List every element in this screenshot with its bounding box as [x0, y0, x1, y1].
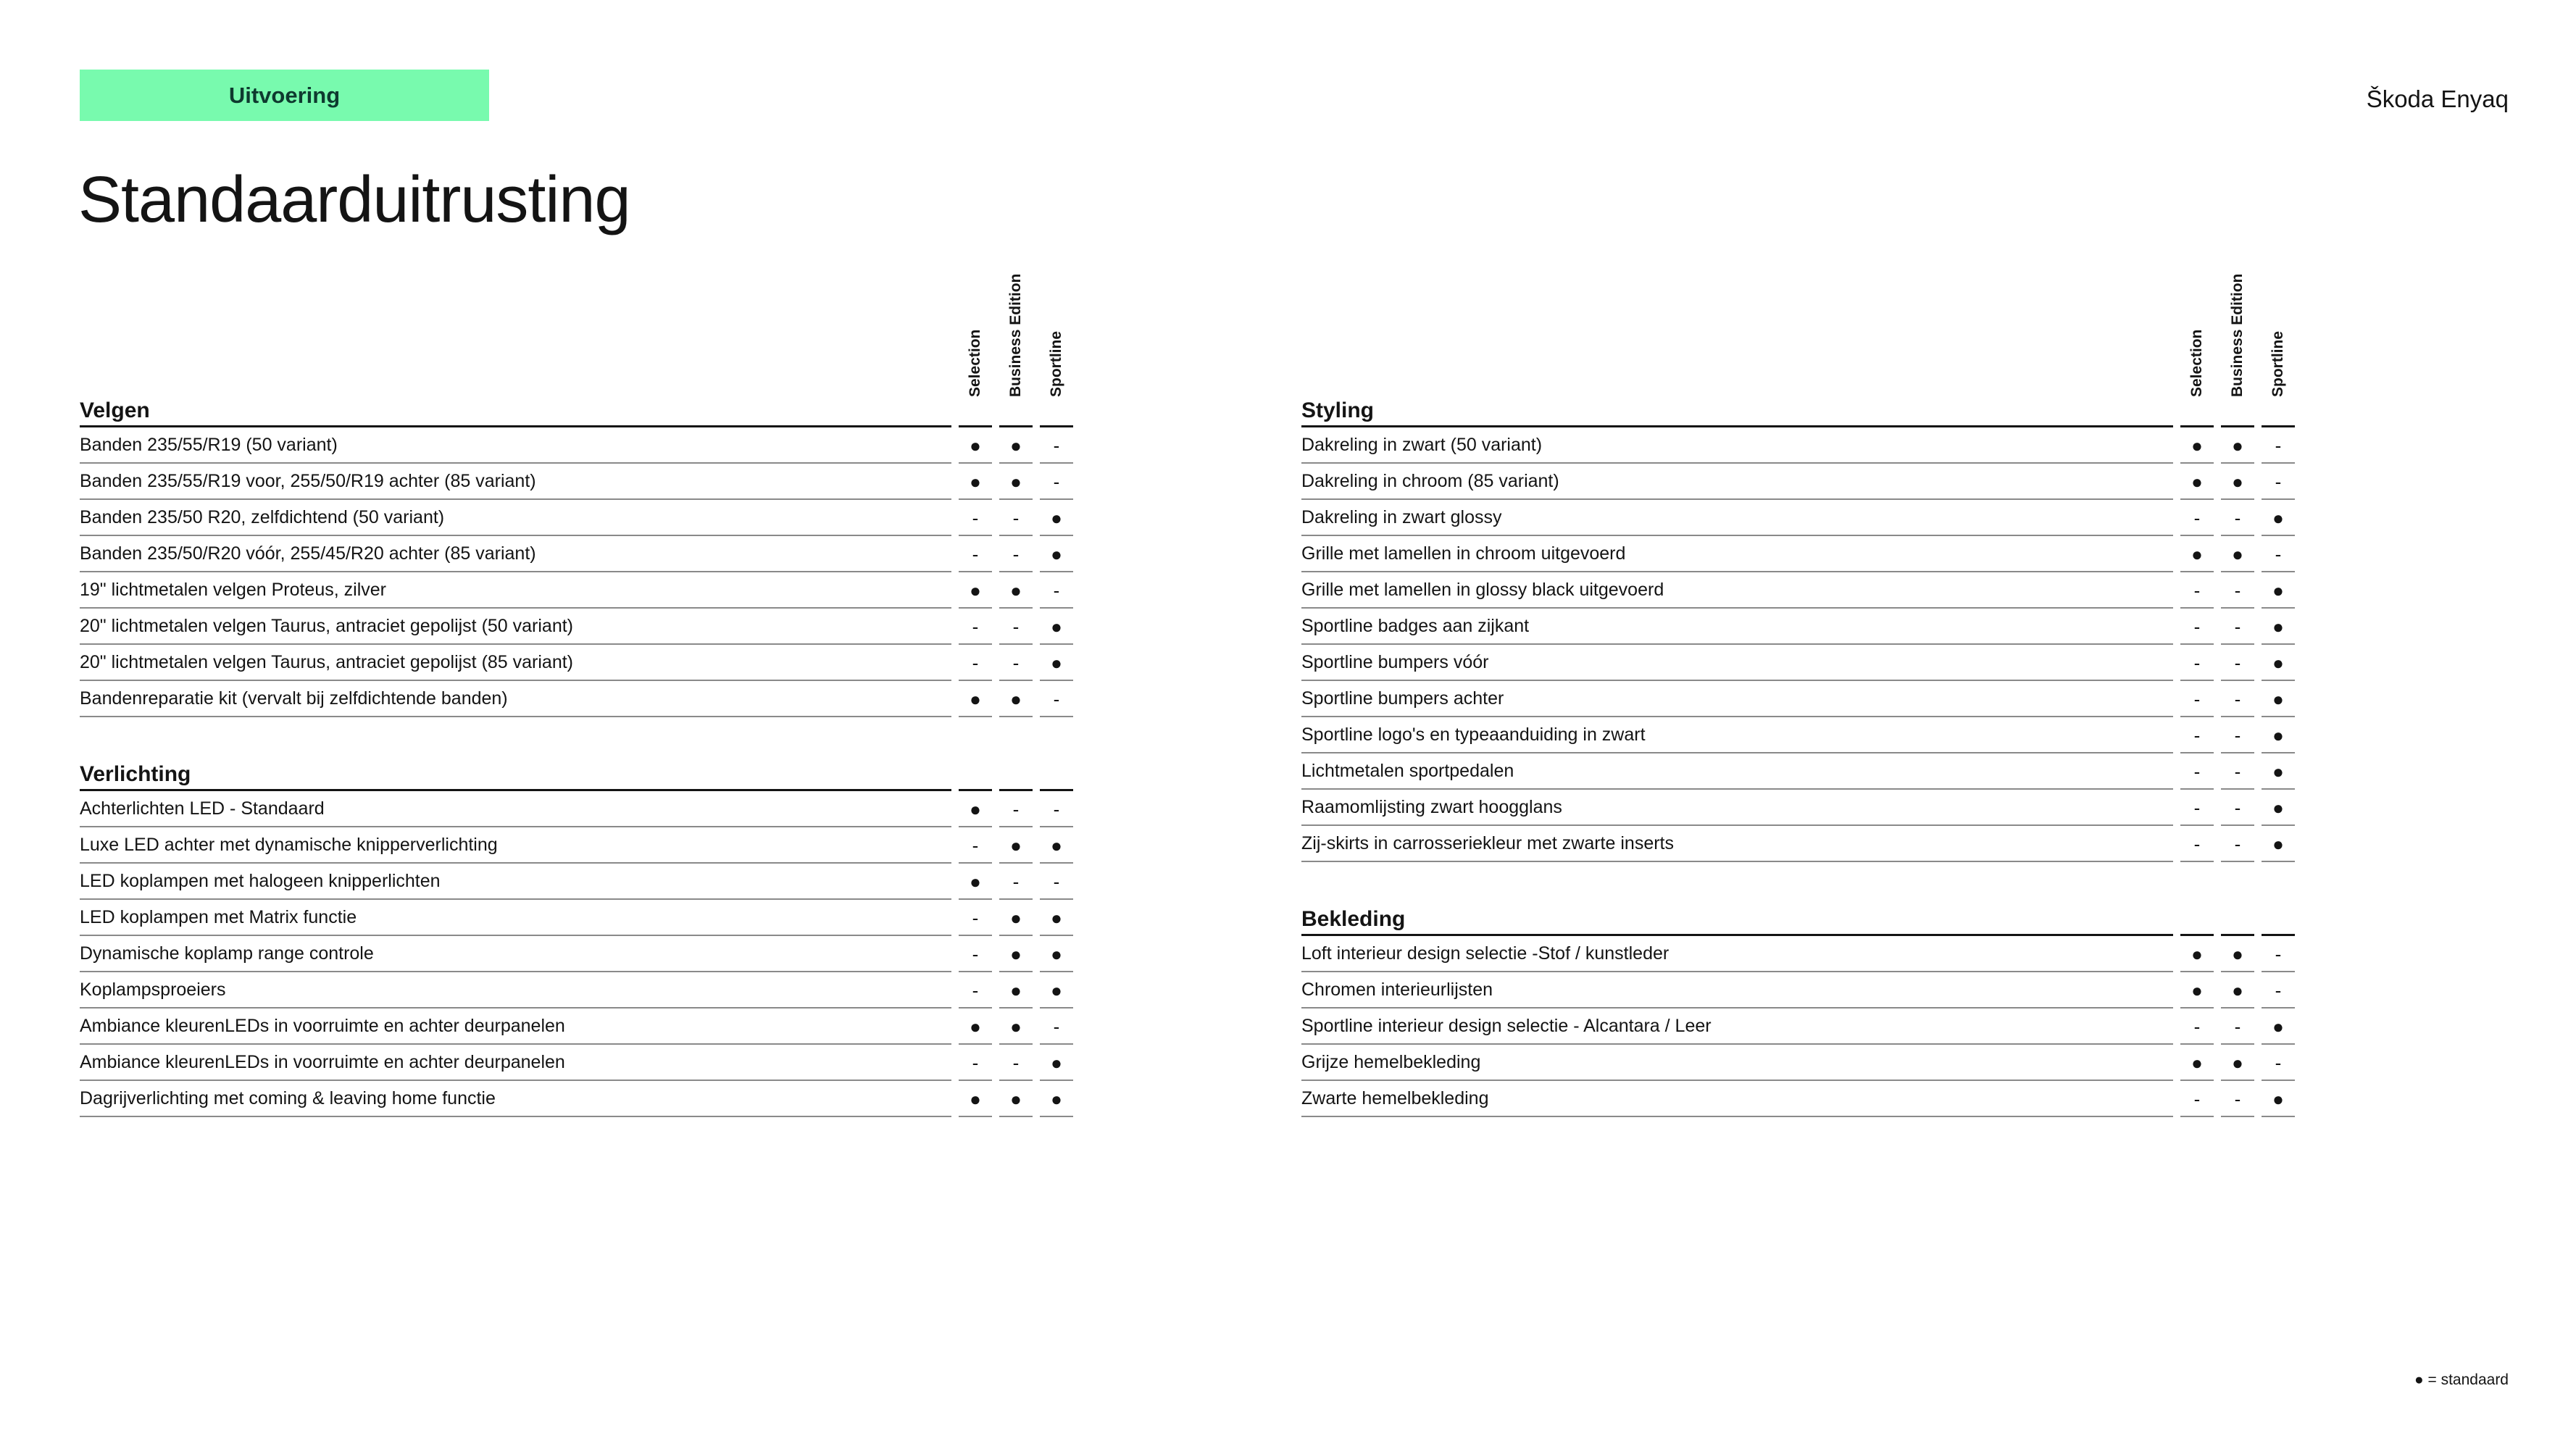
row-divider — [999, 1116, 1033, 1117]
section-divider — [1301, 425, 2173, 427]
standard-dot-icon: ● — [970, 434, 981, 456]
standard-dot-icon: ● — [970, 798, 981, 820]
row-divider — [80, 462, 951, 464]
row-divider — [80, 1043, 951, 1045]
standard-dot-icon: ● — [1010, 1087, 1022, 1110]
column-header — [2180, 268, 2214, 397]
not-available-dash: - — [1053, 688, 1060, 710]
row-divider — [80, 535, 951, 536]
row-divider — [80, 716, 951, 717]
not-available-dash: - — [1053, 579, 1060, 601]
standard-dot-icon: ● — [2232, 979, 2243, 1001]
standard-dot-icon: ● — [2232, 470, 2243, 493]
row-label: Raamomlijsting zwart hoogglans — [1301, 797, 1562, 817]
standard-dot-icon: ● — [1051, 543, 1062, 565]
standard-dot-icon: ● — [1051, 1051, 1062, 1074]
not-available-dash: - — [1053, 870, 1060, 893]
column-header-label: Business Edition — [1007, 273, 1024, 397]
standard-dot-icon: ● — [970, 688, 981, 710]
standard-dot-icon: ● — [2232, 943, 2243, 965]
row-divider — [1301, 971, 2173, 972]
row-label: Dakreling in chroom (85 variant) — [1301, 471, 1559, 491]
column-header-label: Sportline — [1048, 330, 1064, 397]
legend-footnote: ● = standaard — [2414, 1371, 2509, 1388]
not-available-dash: - — [2193, 760, 2201, 782]
standard-dot-icon: ● — [2272, 760, 2284, 782]
section-title: Styling — [1301, 398, 1375, 422]
row-divider — [80, 971, 951, 972]
section-divider — [80, 789, 951, 791]
standard-dot-icon: ● — [2272, 615, 2284, 638]
section-title: Bekleding — [1301, 907, 1406, 931]
not-available-dash: - — [2234, 796, 2241, 819]
standard-dot-icon: ● — [2272, 832, 2284, 855]
not-available-dash: - — [1012, 543, 1020, 565]
row-label: Sportline logo's en typeaanduiding in zwart — [1301, 724, 1646, 745]
row-label: LED koplampen met Matrix functie — [80, 907, 357, 927]
standard-dot-icon: ● — [1051, 906, 1062, 929]
standard-dot-icon: ● — [1051, 506, 1062, 529]
not-available-dash: - — [972, 651, 979, 674]
row-label: Banden 235/55/R19 (50 variant) — [80, 435, 338, 455]
standard-dot-icon: ● — [2191, 434, 2203, 456]
row-label: Dagrijverlichting met coming & leaving home functie — [80, 1088, 496, 1108]
row-label: Dakreling in zwart (50 variant) — [1301, 435, 1543, 455]
standard-dot-icon: ● — [1051, 943, 1062, 965]
section-badge-label: Uitvoering — [228, 82, 341, 108]
not-available-dash: - — [1012, 651, 1020, 674]
row-label: 20" lichtmetalen velgen Taurus, antraciet gepolijst (85 variant) — [80, 652, 574, 672]
standard-dot-icon: ● — [1010, 943, 1022, 965]
standard-dot-icon: ● — [1051, 615, 1062, 638]
row-label: Banden 235/55/R19 voor, 255/50/R19 achter (85 variant) — [80, 471, 536, 491]
row-divider — [1301, 643, 2173, 645]
row-label: Sportline interieur design selectie - Alcantara / Leer — [1301, 1016, 1712, 1036]
not-available-dash: - — [2193, 1015, 2201, 1037]
standard-dot-icon: ● — [1010, 688, 1022, 710]
standard-dot-icon: ● — [970, 579, 981, 601]
not-available-dash: - — [2275, 943, 2282, 965]
not-available-dash: - — [1012, 1051, 1020, 1074]
column-header-label: Selection — [2188, 329, 2205, 397]
not-available-dash: - — [2193, 688, 2201, 710]
row-label: Ambiance kleurenLEDs in voorruimte en achter deurpanelen — [80, 1016, 565, 1036]
row-label: Sportline badges aan zijkant — [1301, 616, 1530, 636]
row-divider — [80, 1007, 951, 1009]
row-label: Dakreling in zwart glossy — [1301, 507, 1502, 527]
not-available-dash: - — [1053, 434, 1060, 456]
not-available-dash: - — [1012, 798, 1020, 820]
standard-dot-icon: ● — [1010, 979, 1022, 1001]
not-available-dash: - — [2234, 506, 2241, 529]
row-divider — [1301, 535, 2173, 536]
row-divider — [1040, 1116, 1073, 1117]
not-available-dash: - — [1053, 1015, 1060, 1037]
standard-dot-icon: ● — [1010, 470, 1022, 493]
not-available-dash: - — [2234, 724, 2241, 746]
row-label: Loft interieur design selectie -Stof / kunstleder — [1301, 943, 1670, 964]
row-divider — [1301, 498, 2173, 500]
row-label: Banden 235/50 R20, zelfdichtend (50 variant) — [80, 507, 445, 527]
row-divider — [80, 1116, 951, 1117]
column-header-label: Selection — [967, 329, 983, 397]
standard-dot-icon: ● — [1051, 834, 1062, 856]
row-divider — [2221, 1116, 2254, 1117]
not-available-dash: - — [2234, 615, 2241, 638]
row-label: Zij-skirts in carrosseriekleur met zwarte inserts — [1301, 833, 1674, 853]
standard-dot-icon: ● — [2272, 724, 2284, 746]
page-title: Standaarduitrusting — [78, 164, 630, 236]
section-title: Verlichting — [80, 762, 191, 786]
row-label: Zwarte hemelbekleding — [1301, 1088, 1489, 1108]
standard-dot-icon: ● — [970, 870, 981, 893]
row-label: 19" lichtmetalen velgen Proteus, zilver — [80, 580, 386, 600]
row-divider — [80, 680, 951, 681]
not-available-dash: - — [2234, 688, 2241, 710]
standard-dot-icon: ● — [1010, 579, 1022, 601]
column-header — [1040, 268, 1073, 397]
not-available-dash: - — [2234, 1015, 2241, 1037]
standard-dot-icon: ● — [1010, 834, 1022, 856]
not-available-dash: - — [1053, 470, 1060, 493]
section-divider — [80, 425, 951, 427]
standard-dot-icon: ● — [1051, 651, 1062, 674]
row-divider — [1301, 462, 2173, 464]
column-header — [959, 268, 992, 397]
section-divider — [1301, 934, 2173, 936]
row-divider — [1301, 824, 2173, 826]
row-divider — [1301, 607, 2173, 609]
not-available-dash: - — [2234, 1087, 2241, 1110]
row-divider — [80, 898, 951, 900]
row-divider — [959, 1116, 992, 1117]
standard-dot-icon: ● — [1010, 434, 1022, 456]
row-divider — [999, 716, 1033, 717]
row-divider — [1040, 716, 1073, 717]
standard-dot-icon: ● — [2191, 470, 2203, 493]
not-available-dash: - — [972, 943, 979, 965]
not-available-dash: - — [972, 615, 979, 638]
row-divider — [1301, 1116, 2173, 1117]
standard-dot-icon: ● — [2191, 543, 2203, 565]
standard-dot-icon: ● — [970, 1087, 981, 1110]
not-available-dash: - — [2275, 470, 2282, 493]
not-available-dash: - — [2193, 615, 2201, 638]
column-header — [2262, 268, 2295, 397]
standard-dot-icon: ● — [2272, 796, 2284, 819]
section-title: Velgen — [80, 398, 150, 422]
standard-dot-icon: ● — [2232, 543, 2243, 565]
row-divider — [1301, 752, 2173, 753]
standard-dot-icon: ● — [1051, 1087, 1062, 1110]
column-header-label: Sportline — [2269, 330, 2286, 397]
row-divider — [80, 643, 951, 645]
row-divider — [2221, 861, 2254, 862]
brand-name: Škoda Enyaq — [2366, 85, 2509, 112]
standard-dot-icon: ● — [2272, 506, 2284, 529]
row-label: Koplampsproeiers — [80, 980, 226, 1000]
row-label: Grijze hemelbekleding — [1301, 1052, 1481, 1072]
row-divider — [1301, 680, 2173, 681]
not-available-dash: - — [2193, 506, 2201, 529]
row-label: Achterlichten LED - Standaard — [80, 798, 325, 819]
standard-dot-icon: ● — [2272, 579, 2284, 601]
standard-dot-icon: ● — [2191, 979, 2203, 1001]
not-available-dash: - — [2234, 832, 2241, 855]
standard-dot-icon: ● — [2272, 651, 2284, 674]
not-available-dash: - — [2234, 651, 2241, 674]
row-divider — [80, 862, 951, 864]
standard-dot-icon: ● — [970, 470, 981, 493]
standard-dot-icon: ● — [970, 1015, 981, 1037]
standard-dot-icon: ● — [2232, 1051, 2243, 1074]
not-available-dash: - — [1012, 506, 1020, 529]
row-divider — [80, 826, 951, 827]
not-available-dash: - — [1012, 615, 1020, 638]
standard-dot-icon: ● — [1051, 979, 1062, 1001]
row-label: Bandenreparatie kit (vervalt bij zelfdichtende banden) — [80, 688, 508, 709]
not-available-dash: - — [2275, 434, 2282, 456]
row-label: Sportline bumpers vóór — [1301, 652, 1489, 672]
column-header-label: Business Edition — [2229, 273, 2246, 397]
row-divider — [1301, 1043, 2173, 1045]
row-divider — [1301, 571, 2173, 572]
row-divider — [1301, 861, 2173, 862]
not-available-dash: - — [2275, 543, 2282, 565]
standard-dot-icon: ● — [2191, 943, 2203, 965]
row-divider — [80, 607, 951, 609]
not-available-dash: - — [972, 979, 979, 1001]
row-divider — [1301, 716, 2173, 717]
row-label: Grille met lamellen in glossy black uitgevoerd — [1301, 580, 1664, 600]
not-available-dash: - — [972, 1051, 979, 1074]
not-available-dash: - — [2275, 1051, 2282, 1074]
row-label: Lichtmetalen sportpedalen — [1301, 761, 1514, 781]
standard-dot-icon: ● — [1010, 906, 1022, 929]
not-available-dash: - — [1012, 870, 1020, 893]
row-divider — [1301, 1080, 2173, 1081]
not-available-dash: - — [1053, 798, 1060, 820]
not-available-dash: - — [2193, 796, 2201, 819]
row-label: Ambiance kleurenLEDs in voorruimte en achter deurpanelen — [80, 1052, 565, 1072]
not-available-dash: - — [972, 906, 979, 929]
row-divider — [2262, 861, 2295, 862]
row-divider — [80, 571, 951, 572]
not-available-dash: - — [972, 543, 979, 565]
standard-dot-icon: ● — [2232, 434, 2243, 456]
standard-dot-icon: ● — [1010, 1015, 1022, 1037]
row-divider — [2180, 861, 2214, 862]
row-label: Chromen interieurlijsten — [1301, 980, 1493, 1000]
row-label: 20" lichtmetalen velgen Taurus, antraciet gepolijst (50 variant) — [80, 616, 574, 636]
not-available-dash: - — [2193, 579, 2201, 601]
row-divider — [80, 1080, 951, 1081]
row-label: Sportline bumpers achter — [1301, 688, 1504, 709]
section-badge — [80, 70, 489, 121]
not-available-dash: - — [2234, 760, 2241, 782]
column-header — [2221, 268, 2254, 397]
row-divider — [959, 716, 992, 717]
standard-dot-icon: ● — [2272, 1087, 2284, 1110]
column-header — [999, 268, 1033, 397]
row-divider — [80, 498, 951, 500]
not-available-dash: - — [972, 834, 979, 856]
row-label: Dynamische koplamp range controle — [80, 943, 374, 964]
row-label: LED koplampen met halogeen knipperlichten — [80, 871, 441, 891]
row-label: Grille met lamellen in chroom uitgevoerd — [1301, 543, 1626, 564]
not-available-dash: - — [2193, 724, 2201, 746]
row-label: Luxe LED achter met dynamische knipperverlichting — [80, 835, 498, 855]
row-label: Banden 235/50/R20 vóór, 255/45/R20 achter (85 variant) — [80, 543, 536, 564]
not-available-dash: - — [2275, 979, 2282, 1001]
not-available-dash: - — [2193, 1087, 2201, 1110]
standard-dot-icon: ● — [2272, 688, 2284, 710]
row-divider — [1301, 788, 2173, 790]
row-divider — [2262, 1116, 2295, 1117]
not-available-dash: - — [972, 506, 979, 529]
not-available-dash: - — [2193, 832, 2201, 855]
row-divider — [80, 935, 951, 936]
standard-dot-icon: ● — [2272, 1015, 2284, 1037]
not-available-dash: - — [2193, 651, 2201, 674]
row-divider — [2180, 1116, 2214, 1117]
standard-dot-icon: ● — [2191, 1051, 2203, 1074]
row-divider — [1301, 1007, 2173, 1009]
not-available-dash: - — [2234, 579, 2241, 601]
